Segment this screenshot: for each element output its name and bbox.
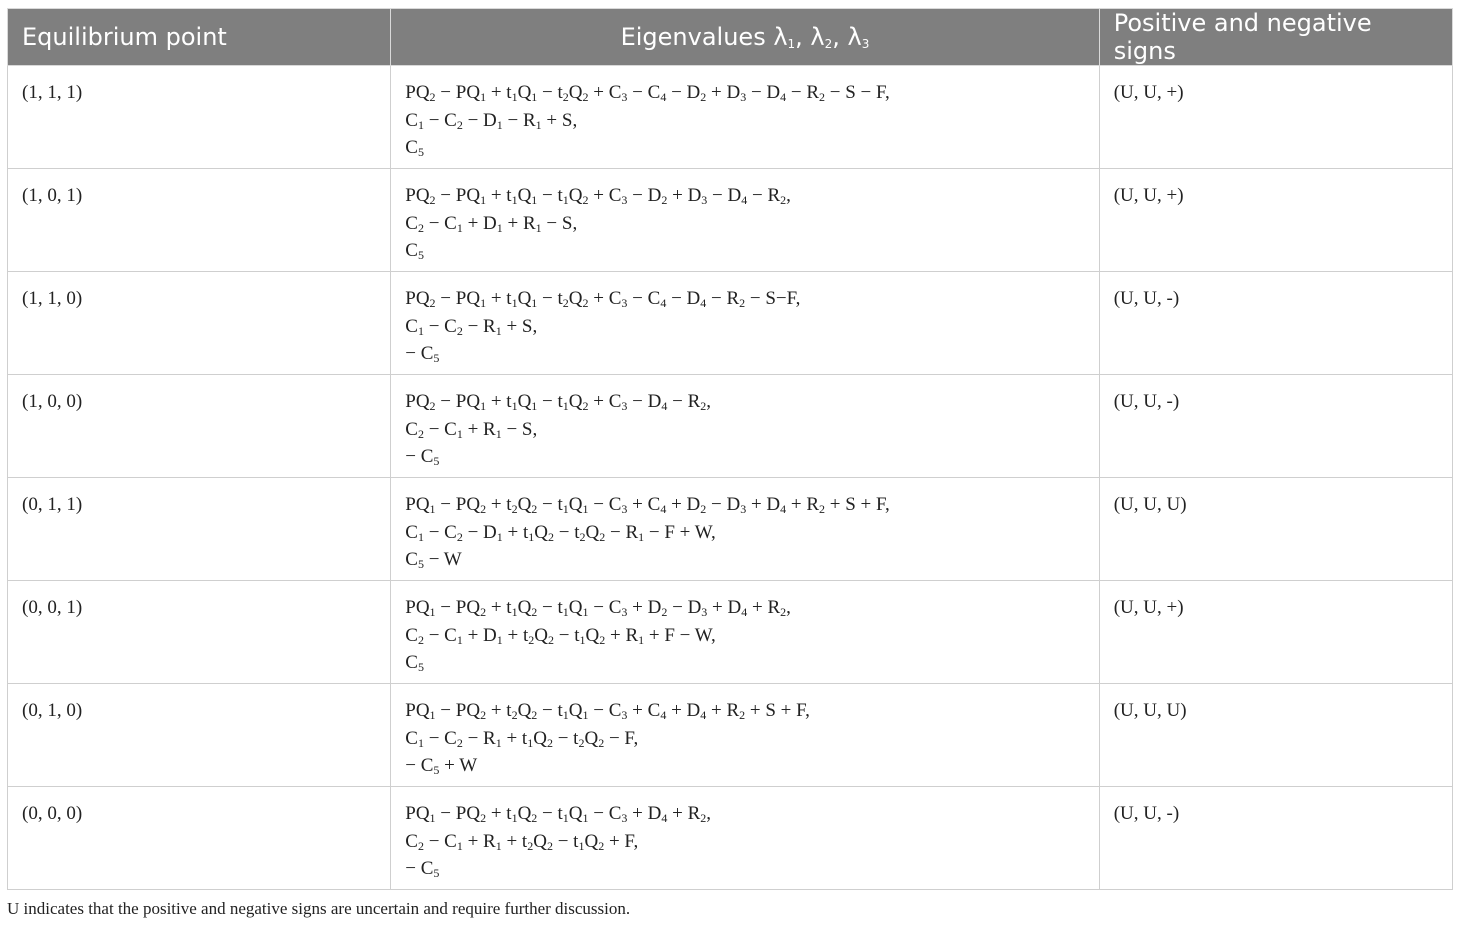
equilibrium-point-cell: (1, 1, 0): [8, 272, 391, 375]
equilibrium-point-cell: (1, 1, 1): [8, 66, 391, 169]
table-row: [8, 375, 1453, 478]
header-equilibrium-point: Equilibrium point: [8, 9, 391, 66]
signs-cell: (U, U, -): [1099, 375, 1452, 478]
table-row: [8, 684, 1453, 787]
header-signs: Positive and negative signs: [1099, 9, 1452, 66]
signs-cell: (U, U, +): [1099, 581, 1452, 684]
table-row: [8, 787, 1453, 890]
eigenvalue-line: $PQ_2 - PQ_1 + t_1Q_1 - t_1Q_2 + C_3 - D_2 + D_3 - D_4 - R_2$,: [405, 185, 791, 207]
eigenvalue-line: $C_5$: [405, 137, 424, 159]
eigenvalue-line: $PQ_2 - PQ_1 + t_1Q_1 - t_2Q_2 + C_3 - C_4 - D_4 - R_2 - S-F$,: [405, 288, 801, 310]
eigenvalues-cell: [391, 169, 1099, 272]
eigenvalue-line: $PQ_1 - PQ_2 + t_2Q_2 - t_1Q_1 - C_3 + C_4 + D_4 + R_2 + S + F$,: [405, 700, 810, 722]
equilibrium-point-cell: (0, 0, 1): [8, 581, 391, 684]
eigenvalue-line: $C_2 - C_1 + R_1 - S$,: [405, 418, 538, 441]
eigenvalue-line: $C_2 - C_1 + R_1 + t_2Q_2 - t_1Q_2 + F$,: [405, 830, 639, 853]
equilibrium-point-cell: (0, 1, 1): [8, 478, 391, 581]
header-eigenvalues: Eigenvalues $\lambda_1$, $\lambda_2$, $\lambda_3$: [391, 9, 1099, 66]
signs-cell: (U, U, +): [1099, 169, 1452, 272]
equilibrium-point-cell: (1, 0, 1): [8, 169, 391, 272]
eigenvalues-cell: [391, 684, 1099, 787]
signs-cell: (U, U, +): [1099, 66, 1452, 169]
table-footnote: U indicates that the positive and negative signs are uncertain and require further discussion.: [7, 899, 631, 918]
eigenvalue-line: $C_1 - C_2 - D_1 + t_1Q_2 - t_2Q_2 - R_1 - F + W$,: [405, 521, 716, 544]
eigenvalue-line: $C_5$: [405, 652, 424, 674]
signs-cell: (U, U, U): [1099, 684, 1452, 787]
signs-cell: (U, U, -): [1099, 787, 1452, 890]
equilibrium-point-cell: (0, 0, 0): [8, 787, 391, 890]
equilibrium-point-cell: (1, 0, 0): [8, 375, 391, 478]
equilibrium-table: [7, 8, 1453, 890]
eigenvalue-line: $PQ_1 - PQ_2 + t_2Q_2 - t_1Q_1 - C_3 + C_4 + D_2 - D_3 + D_4 + R_2 + S + F$,: [405, 494, 890, 516]
eigenvalue-line: $PQ_1 - PQ_2 + t_1Q_2 - t_1Q_1 - C_3 + D_2 - D_3 + D_4 + R_2$,: [405, 597, 791, 619]
eigenvalues-cell: [391, 787, 1099, 890]
table-row: [8, 272, 1453, 375]
eigenvalues-cell: [391, 478, 1099, 581]
eigenvalue-line: $C_1 - C_2 - D_1 - R_1 + S$,: [405, 109, 578, 132]
table-row: [8, 581, 1453, 684]
table-row: [8, 66, 1453, 169]
eigenvalue-line: $PQ_2 - PQ_1 + t_1Q_1 - t_2Q_2 + C_3 - C_4 - D_2 + D_3 - D_4 - R_2 - S - F$,: [405, 82, 890, 104]
eigenvalue-line: $C_5$: [405, 240, 424, 262]
eigenvalue-line: − $C_5$: [405, 343, 440, 365]
eigenvalue-line: − $C_5$: [405, 858, 440, 880]
eigenvalue-line: $C_1 - C_2 - R_1 + t_1Q_2 - t_2Q_2 - F$,: [405, 727, 639, 750]
eigenvalue-line: − $C_5 + W$: [405, 755, 478, 777]
eigenvalue-line: $C_2 - C_1 + D_1 + R_1 - S$,: [405, 212, 578, 235]
eigenvalue-line: $PQ_2 - PQ_1 + t_1Q_1 - t_1Q_2 + C_3 - D_4 - R_2$,: [405, 391, 711, 413]
eigenvalue-line: $PQ_1 - PQ_2 + t_1Q_2 - t_1Q_1 - C_3 + D_4 + R_2$,: [405, 803, 711, 825]
eigenvalues-cell: [391, 581, 1099, 684]
eigenvalues-cell: [391, 272, 1099, 375]
equilibrium-point-cell: (0, 1, 0): [8, 684, 391, 787]
table-header-row: [8, 9, 1453, 66]
signs-cell: (U, U, -): [1099, 272, 1452, 375]
eigenvalue-line: $C_5 - W$: [405, 549, 462, 571]
eigenvalue-line: $C_2 - C_1 + D_1 + t_2Q_2 - t_1Q_2 + R_1 + F - W$,: [405, 624, 716, 647]
eigenvalues-cell: [391, 66, 1099, 169]
table-row: [8, 478, 1453, 581]
eigenvalues-cell: [391, 375, 1099, 478]
eigenvalue-line: $C_1 - C_2 - R_1 + S$,: [405, 315, 538, 338]
eigenvalue-line: − $C_5$: [405, 446, 440, 468]
table-row: [8, 169, 1453, 272]
signs-cell: (U, U, U): [1099, 478, 1452, 581]
